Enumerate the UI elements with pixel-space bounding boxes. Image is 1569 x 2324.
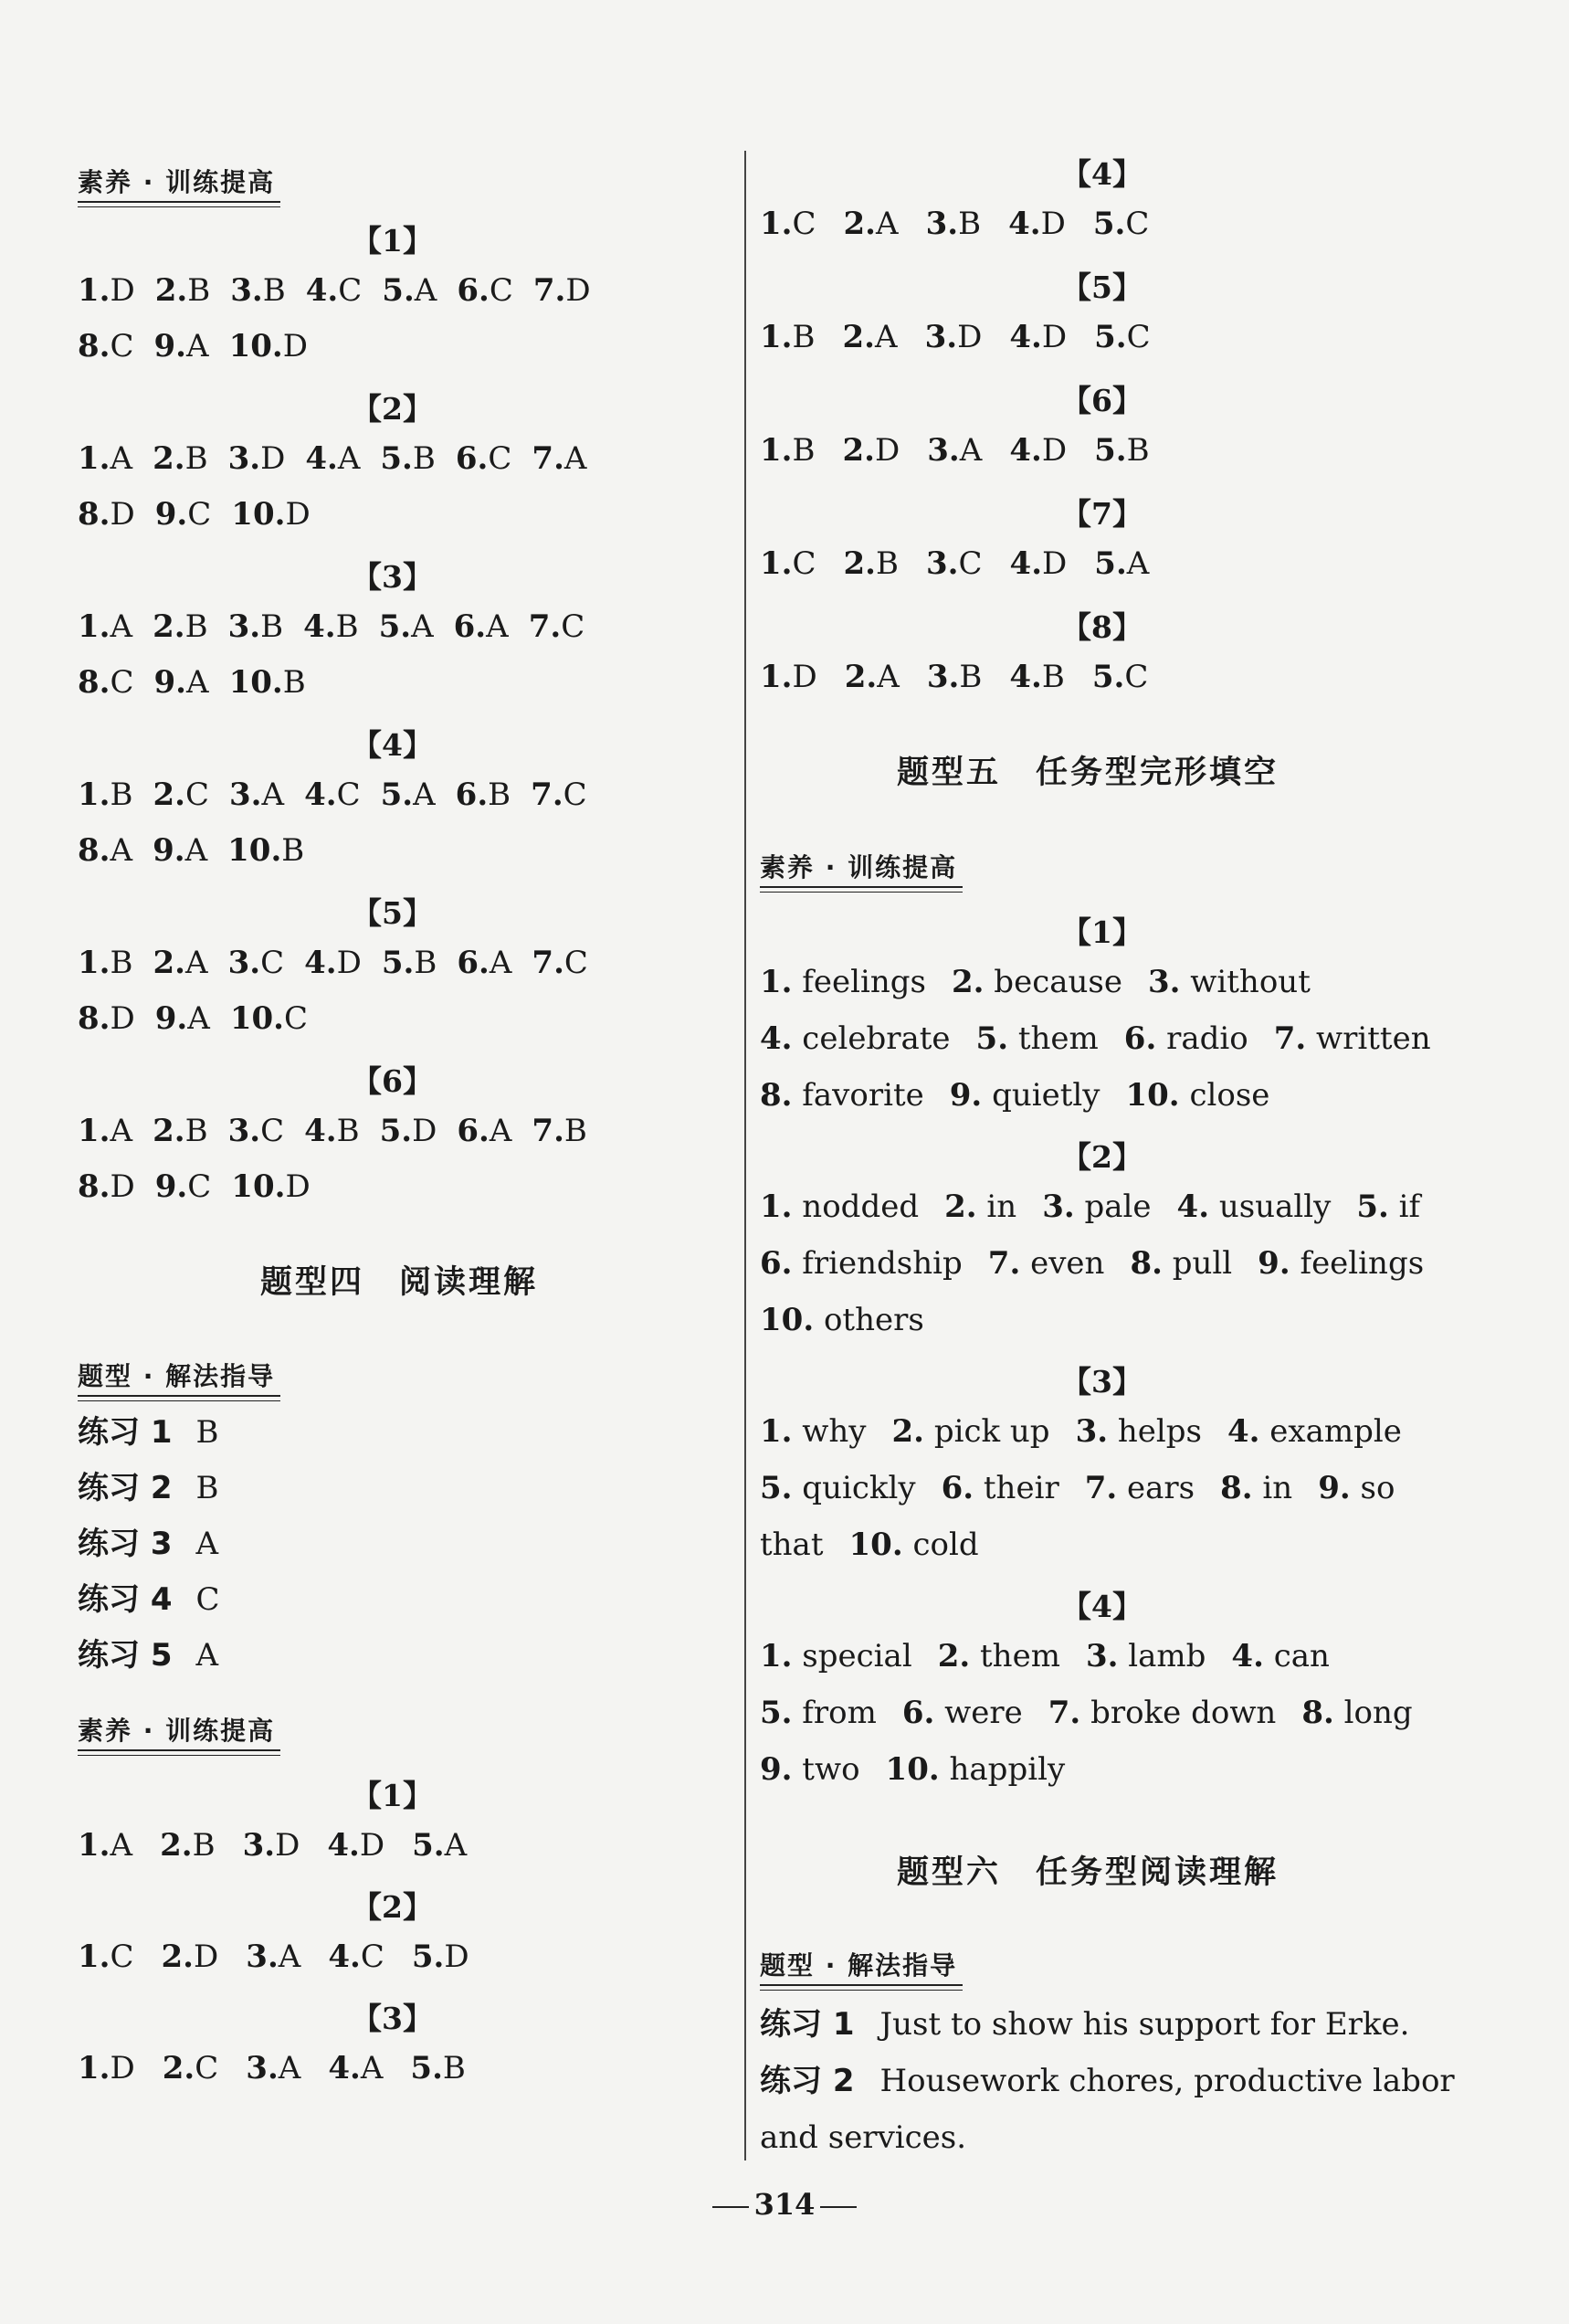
sub-heading-guide-underline	[78, 1395, 280, 1397]
group-label: 【3】	[352, 559, 433, 595]
answer-item: 5.D	[411, 1938, 469, 1975]
sub-heading-guide-2-underline2	[760, 1990, 963, 1991]
answer-item: 5.D	[379, 1113, 437, 1149]
answer-row	[760, 1188, 1420, 1225]
answer-item: 5. them	[975, 1020, 1099, 1057]
answer-item: 9.A	[153, 664, 209, 701]
answer-item: 1.A	[78, 1827, 133, 1864]
answer-item: 9. feelings	[1258, 1245, 1425, 1282]
answer-item: 2.A	[153, 945, 208, 981]
answer-item: 5.C	[1091, 659, 1149, 695]
answer-item: 3.B	[925, 206, 982, 242]
answer-row	[78, 2050, 466, 2086]
group-label: 【8】	[1061, 609, 1143, 645]
answer-row	[760, 1526, 979, 1563]
answer-row	[760, 1695, 1413, 1731]
page-number-dash-right	[820, 2206, 857, 2208]
answer-item: 5. quickly	[760, 1470, 916, 1506]
group-label: 【3】	[1061, 1364, 1143, 1400]
group-label: 【7】	[1061, 496, 1143, 532]
answer-item: 1.B	[760, 432, 816, 469]
answer-item: 10.D	[231, 496, 311, 533]
answer-item: 2. them	[937, 1638, 1060, 1674]
answer-item: 2.B	[153, 608, 208, 645]
answer-row	[760, 1751, 1065, 1788]
answer-item: 7.C	[532, 945, 588, 981]
answer-row	[760, 1638, 1330, 1674]
practice-label: 练习 4	[78, 1581, 173, 1618]
answer-item: 2. pick up	[891, 1413, 1050, 1450]
practice-answer: Just to show his support for Erke.	[879, 2006, 1410, 2043]
group-label: 【5】	[1061, 269, 1143, 305]
answer-item: 2.D	[161, 1938, 219, 1975]
group-label: 【6】	[1061, 383, 1143, 418]
answer-item: 6.A	[453, 608, 509, 645]
answer-item: 5.B	[380, 440, 436, 477]
answer-item: 5.C	[1094, 319, 1151, 355]
answer-item: 9. two	[760, 1751, 860, 1788]
answer-item: 4.D	[1009, 545, 1068, 582]
answer-item: 3.B	[230, 272, 286, 309]
answer-item: 2.A	[843, 206, 899, 242]
answer-item: 9.A	[153, 832, 208, 869]
answer-item: 7.C	[531, 776, 587, 813]
answer-item: 3. pale	[1042, 1188, 1152, 1225]
answer-row	[760, 1302, 924, 1338]
answer-item: 10. close	[1125, 1077, 1270, 1114]
answer-item: 4.D	[1008, 206, 1066, 242]
answer-item: 1.B	[78, 945, 133, 981]
answer-item: 4.B	[303, 608, 359, 645]
answer-item: 6.C	[457, 272, 513, 309]
section-title-5: 题型五 任务型完形填空	[897, 755, 1279, 791]
answer-row	[78, 328, 308, 364]
answer-item: 4. can	[1231, 1638, 1330, 1674]
group-label: 【4】	[1061, 1589, 1143, 1624]
answer-item: that	[760, 1526, 824, 1563]
sub-heading-training-2-underline2	[78, 1755, 280, 1756]
answer-item: 8.D	[78, 496, 135, 533]
answer-item: 9. quietly	[949, 1077, 1100, 1114]
group-label: 【4】	[352, 727, 433, 763]
sub-heading-training-2-underline	[78, 1749, 280, 1751]
practice-row	[760, 2006, 1409, 2043]
answer-item: 2.B	[153, 1113, 208, 1149]
answer-item: 3.B	[227, 608, 284, 645]
sub-heading-guide-underline2	[78, 1400, 280, 1401]
answer-item: 7.C	[528, 608, 585, 645]
answer-item: 3.A	[246, 1938, 301, 1975]
sub-heading-training-3: 素养 · 训练提高	[760, 852, 958, 882]
answer-item: 6. friendship	[760, 1245, 963, 1282]
answer-item: 3.D	[924, 319, 983, 355]
answer-item: 8.D	[78, 1168, 135, 1205]
practice-row	[78, 1414, 219, 1451]
answer-item: 8. long	[1301, 1695, 1413, 1731]
group-label: 【1】	[352, 1778, 433, 1813]
column-divider	[744, 151, 746, 2160]
answer-item: 4.C	[328, 1938, 384, 1975]
answer-item: 4.D	[1009, 319, 1068, 355]
practice-row	[78, 1581, 220, 1618]
answer-item: 4.B	[304, 1113, 360, 1149]
sub-heading-training-1: 素养 · 训练提高	[78, 167, 276, 197]
answer-item: 4.C	[304, 776, 361, 813]
answer-item: 9. so	[1318, 1470, 1395, 1506]
answer-item: 1.C	[760, 206, 816, 242]
answer-row	[78, 1168, 311, 1205]
group-label: 【6】	[352, 1063, 433, 1099]
answer-item: 5.A	[382, 272, 437, 309]
answer-item: 5.B	[381, 945, 437, 981]
answer-item: 5.A	[380, 776, 436, 813]
answer-row	[760, 545, 1149, 582]
answer-item: 3. lamb	[1085, 1638, 1206, 1674]
answer-item: 7. broke down	[1048, 1695, 1277, 1731]
answer-row	[760, 319, 1151, 355]
sub-heading-training-1-underline	[78, 201, 280, 203]
sub-heading-guide-2: 题型 · 解法指导	[760, 1950, 958, 1981]
answer-item: 1.D	[78, 2050, 135, 2086]
practice-label: 练习 2	[78, 1470, 173, 1506]
practice-answer-continued: and services.	[760, 2119, 967, 2156]
answer-item: 10. happily	[885, 1751, 1066, 1788]
answer-item: 3. helps	[1075, 1413, 1202, 1450]
answer-row	[760, 964, 1311, 1000]
answer-item: 2.B	[154, 272, 211, 309]
answer-item: 9.A	[153, 328, 209, 364]
answer-item: 10. cold	[848, 1526, 979, 1563]
answer-item: 2.C	[162, 2050, 219, 2086]
answer-item: 8.D	[78, 1000, 135, 1037]
answer-item: 1.D	[760, 659, 817, 695]
answer-item: 6. were	[901, 1695, 1023, 1731]
answer-item: 9.C	[154, 1168, 212, 1205]
group-label: 【1】	[1061, 914, 1143, 950]
answer-item: 1.A	[78, 1113, 133, 1149]
group-label: 【2】	[1061, 1139, 1143, 1175]
practice-answer: B	[195, 1414, 219, 1451]
answer-item: 4.D	[1009, 432, 1068, 469]
answer-item: 3.A	[229, 776, 285, 813]
practice-label: 练习 3	[78, 1526, 173, 1562]
answer-row	[760, 432, 1150, 469]
answer-row	[760, 1020, 1431, 1057]
answer-item: 1.A	[78, 440, 133, 477]
group-label: 【5】	[352, 895, 433, 931]
answer-item: 9.C	[154, 496, 212, 533]
answer-item: 3.A	[246, 2050, 301, 2086]
answer-item: 3.D	[227, 440, 286, 477]
practice-row	[78, 1470, 219, 1506]
answer-item: 6.C	[455, 440, 512, 477]
answer-item: 5.B	[410, 2050, 466, 2086]
answer-item: 8.A	[78, 832, 133, 869]
answer-item: 8. pull	[1130, 1245, 1233, 1282]
answer-item: 5.A	[412, 1827, 468, 1864]
answer-row	[78, 1113, 587, 1149]
answer-item: 10.B	[227, 832, 305, 869]
practice-label: 练习 1	[760, 2006, 855, 2043]
answer-item: 6.B	[455, 776, 511, 813]
answer-item: 2.C	[153, 776, 210, 813]
answer-item: 6.A	[457, 945, 512, 981]
group-label: 【3】	[352, 2001, 433, 2036]
answer-item: 10. others	[760, 1302, 924, 1338]
answer-row	[760, 1413, 1402, 1450]
answer-item: 2.A	[844, 659, 900, 695]
answer-item: 4. usually	[1176, 1188, 1332, 1225]
answer-item: 3. without	[1147, 964, 1311, 1000]
answer-item: 10.C	[229, 1000, 308, 1037]
sub-heading-guide-2-underline	[760, 1984, 963, 1986]
group-label: 【1】	[352, 223, 433, 259]
answer-item: 2.D	[842, 432, 900, 469]
answer-item: 2.B	[160, 1827, 216, 1864]
practice-label: 练习 2	[760, 2063, 855, 2099]
sub-heading-training-2: 素养 · 训练提高	[78, 1716, 276, 1746]
answer-item: 1.B	[760, 319, 816, 355]
answer-item: 4.D	[304, 945, 362, 981]
answer-item: 5.C	[1092, 206, 1150, 242]
practice-row	[78, 1526, 218, 1562]
practice-label: 练习 5	[78, 1637, 173, 1674]
sub-heading-training-3-underline2	[760, 892, 963, 893]
answer-item: 3.A	[927, 432, 983, 469]
practice-label: 练习 1	[78, 1414, 173, 1451]
sub-heading-guide: 题型 · 解法指导	[78, 1361, 276, 1391]
answer-row	[78, 1938, 469, 1975]
answer-item: 2.B	[153, 440, 208, 477]
practice-row	[78, 1637, 218, 1674]
answer-row	[78, 664, 306, 701]
answer-item: 3.C	[227, 945, 285, 981]
group-label: 【4】	[1061, 156, 1143, 192]
answer-item: 6. radio	[1123, 1020, 1248, 1057]
answer-item: 1.C	[760, 545, 816, 582]
answer-item: 7.B	[532, 1113, 587, 1149]
answer-item: 8. in	[1220, 1470, 1293, 1506]
answer-row	[78, 1827, 467, 1864]
practice-answer: A	[195, 1526, 219, 1562]
answer-item: 6.A	[457, 1113, 512, 1149]
answer-item: 1. nodded	[760, 1188, 920, 1225]
answer-item: 7.D	[532, 272, 591, 309]
sub-heading-training-3-underline	[760, 886, 963, 888]
answer-item: 8. favorite	[760, 1077, 924, 1114]
answer-item: 1. special	[760, 1638, 912, 1674]
practice-answer: A	[195, 1637, 219, 1674]
answer-item: 10.D	[228, 328, 308, 364]
answer-item: 2.A	[842, 319, 898, 355]
sub-heading-training-1-underline2	[78, 206, 280, 207]
answer-row	[78, 440, 586, 477]
answer-row	[78, 272, 591, 309]
practice-answer: C	[195, 1581, 220, 1618]
practice-answer: Housework chores, productive labor	[879, 2063, 1455, 2099]
answer-row	[78, 1000, 308, 1037]
answer-item: 2.B	[843, 545, 900, 582]
answer-item: 7. written	[1273, 1020, 1431, 1057]
answer-item: 1. why	[760, 1413, 867, 1450]
answer-item: 4.A	[305, 440, 361, 477]
answer-row	[78, 496, 311, 533]
answer-item: 5.A	[378, 608, 434, 645]
group-label: 【2】	[352, 1889, 433, 1925]
answer-item: 2. in	[944, 1188, 1017, 1225]
answer-row	[78, 776, 587, 813]
answer-row	[78, 832, 304, 869]
practice-row	[760, 2063, 1455, 2099]
answer-item: 5. from	[760, 1695, 877, 1731]
practice-answer: B	[195, 1470, 219, 1506]
answer-row	[760, 1470, 1395, 1506]
answer-item: 7.A	[532, 440, 587, 477]
section-title-6: 题型六 任务型阅读理解	[897, 1854, 1279, 1891]
answer-item: 4.D	[327, 1827, 385, 1864]
answer-row	[760, 1245, 1424, 1282]
answer-item: 5.B	[1094, 432, 1150, 469]
group-label: 【2】	[352, 391, 433, 427]
answer-item: 9.A	[154, 1000, 210, 1037]
answer-item: 4.B	[1009, 659, 1065, 695]
answer-item: 5. if	[1356, 1188, 1421, 1225]
page-number	[0, 2187, 1569, 2222]
answer-row	[78, 945, 588, 981]
answer-item: 4. celebrate	[760, 1020, 951, 1057]
answer-item: 4.C	[305, 272, 363, 309]
answer-item: 7. ears	[1084, 1470, 1195, 1506]
answer-item: 3.D	[242, 1827, 300, 1864]
answer-item: 8.C	[78, 664, 134, 701]
page-number-text: 314	[753, 2187, 816, 2222]
answer-item: 3.C	[227, 1113, 285, 1149]
answer-item: 2. because	[952, 964, 1122, 1000]
answer-item: 1.B	[78, 776, 133, 813]
answer-row	[760, 1077, 1269, 1114]
answer-item: 8.C	[78, 328, 134, 364]
answer-item: 3.B	[926, 659, 983, 695]
answer-item: 5.A	[1094, 545, 1150, 582]
answer-item: 10.D	[231, 1168, 311, 1205]
answer-item: 3.C	[926, 545, 983, 582]
section-title-4: 题型四 阅读理解	[260, 1264, 539, 1301]
answer-item: 1.C	[78, 1938, 134, 1975]
page-number-dash-left	[712, 2206, 749, 2208]
answer-item: 7. even	[987, 1245, 1105, 1282]
answer-item: 10.B	[228, 664, 306, 701]
answer-row	[760, 206, 1149, 242]
answer-row	[78, 608, 584, 645]
answer-item: 1.D	[78, 272, 135, 309]
answer-item: 4.A	[328, 2050, 384, 2086]
answer-item: 4. example	[1227, 1413, 1402, 1450]
answer-item: 1. feelings	[760, 964, 926, 1000]
answer-item: 1.A	[78, 608, 133, 645]
answer-item: 6. their	[941, 1470, 1059, 1506]
answer-row	[760, 659, 1148, 695]
